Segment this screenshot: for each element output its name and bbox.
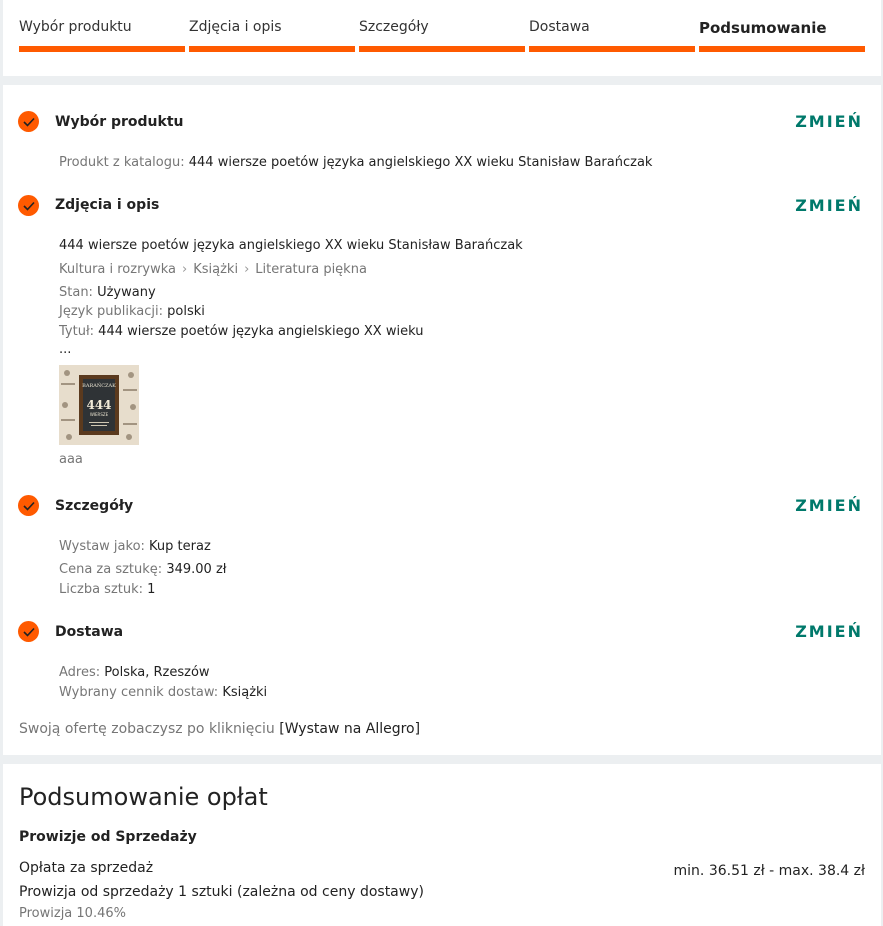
step-zdjecia-i-opis[interactable] <box>189 0 355 76</box>
publish-on-allegro-link[interactable]: [Wystaw na Allegro] <box>279 721 421 737</box>
section-title-photos: Zdjęcia i opis <box>55 197 160 213</box>
step-wybor-produktu[interactable] <box>19 0 185 76</box>
change-details-button[interactable]: ZMIEŃ <box>795 496 863 515</box>
fee-rate: Prowizja 10.46% <box>19 906 126 921</box>
change-product-button[interactable]: ZMIEŃ <box>795 112 863 131</box>
step-progress-bar <box>529 46 695 52</box>
step-progress-bar <box>19 46 185 52</box>
check-icon <box>18 111 39 132</box>
attr-row-language: Język publikacji: polski <box>59 304 205 319</box>
step-label: Szczegóły <box>359 19 429 35</box>
attr-row-title: Tytuł: 444 wiersze poetów języka angielskiego XX wieku <box>59 324 424 339</box>
step-label: Zdjęcia i opis <box>189 19 282 35</box>
chevron-right-icon: › <box>244 262 250 277</box>
fees-summary <box>3 764 881 926</box>
section-title-product: Wybór produktu <box>55 114 184 130</box>
fees-subtitle: Prowizje od Sprzedaży <box>19 829 197 845</box>
check-icon <box>18 195 39 216</box>
step-progress-bar <box>699 46 865 52</box>
step-progress-bar <box>189 46 355 52</box>
fee-name: Opłata za sprzedaż <box>19 860 154 876</box>
product-photo-thumbnail[interactable] <box>59 365 139 445</box>
offer-preview-note: Swoją ofertę zobaczysz po kliknięciu [Wystaw na Allegro] <box>19 721 421 737</box>
step-podsumowanie[interactable] <box>699 0 865 76</box>
detail-row-price: Cena za sztukę: 349.00 zł <box>59 562 227 577</box>
step-progress-bar <box>359 46 525 52</box>
check-icon <box>18 495 39 516</box>
catalog-product-row <box>59 155 652 170</box>
catalog-label: Produkt z katalogu: <box>59 155 185 170</box>
detail-row-format: Wystaw jako: Kup teraz <box>59 539 211 554</box>
section-title-details: Szczegóły <box>55 498 134 514</box>
photo-caption: aaa <box>59 452 83 467</box>
cover-word-text: WIERSZE <box>89 412 109 417</box>
change-delivery-button[interactable]: ZMIEŃ <box>795 622 863 641</box>
progress-stepper <box>3 0 881 76</box>
catalog-value: 444 wiersze poetów języka angielskiego XX wieku Stanisław Barańczak <box>188 155 653 170</box>
step-label: Wybór produktu <box>19 19 132 35</box>
cover-author-text: BARAŃCZAK <box>82 383 116 389</box>
change-photos-button[interactable]: ZMIEŃ <box>795 196 863 215</box>
delivery-row-address: Adres: Polska, Rzeszów <box>59 665 210 680</box>
step-label: Dostawa <box>529 19 590 35</box>
breadcrumb-item[interactable]: Książki <box>193 262 239 277</box>
step-szczegoly[interactable] <box>359 0 525 76</box>
step-dostawa[interactable] <box>529 0 695 76</box>
breadcrumb-item[interactable]: Literatura piękna <box>255 262 367 277</box>
attr-row-condition: Stan: Używany <box>59 285 156 300</box>
product-name: 444 wiersze poetów języka angielskiego XX wieku Stanisław Barańczak <box>59 238 523 253</box>
check-icon <box>18 621 39 642</box>
fee-description: Prowizja od sprzedaży 1 sztuki (zależna od ceny dostawy) <box>19 884 424 900</box>
delivery-row-pricelist: Wybrany cennik dostaw: Książki <box>59 685 268 700</box>
category-breadcrumb <box>59 262 367 277</box>
step-label-active: Podsumowanie <box>699 19 827 37</box>
breadcrumb-item[interactable]: Kultura i rozrywka <box>59 262 177 277</box>
chevron-right-icon: › <box>182 262 188 277</box>
attrs-ellipsis: ... <box>59 342 72 357</box>
section-title-delivery: Dostawa <box>55 624 124 640</box>
cover-number-text: 444 <box>86 398 112 412</box>
offer-summary <box>3 85 881 755</box>
fees-title: Podsumowanie opłat <box>19 783 268 811</box>
fee-amount: min. 36.51 zł - max. 38.4 zł <box>673 863 865 879</box>
detail-row-quantity: Liczba sztuk: 1 <box>59 582 156 597</box>
